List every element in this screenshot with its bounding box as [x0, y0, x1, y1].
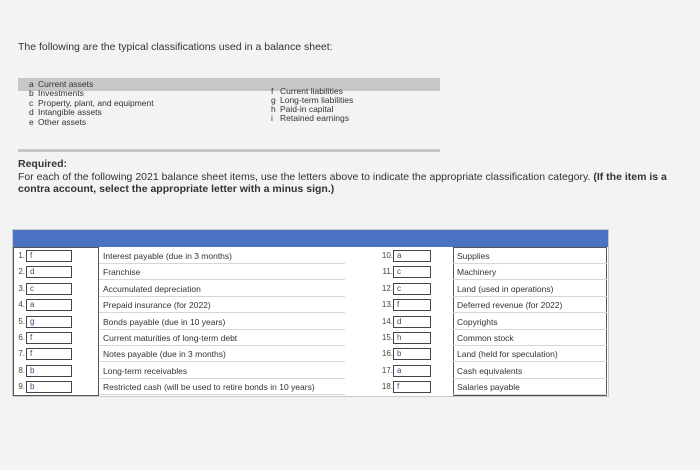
row-number: 11. [382, 267, 393, 277]
balance-sheet-item: Salaries payable [453, 379, 607, 395]
balance-sheet-item: Deferred revenue (for 2022) [453, 297, 607, 313]
classification-b: b Investments [29, 88, 84, 98]
balance-sheet-item: Interest payable (due in 3 months) [99, 248, 345, 264]
required-instructions [18, 171, 690, 195]
balance-sheet-item: Restricted cash (will be used to retire bonds in 10 years) [99, 379, 345, 395]
balance-sheet-item: Supplies [453, 248, 607, 264]
balance-sheet-item: Cash equivalents [453, 363, 607, 379]
row-number: 15. [381, 333, 393, 342]
row-number: 10. [381, 251, 393, 260]
balance-sheet-item: Land (used in operations) [453, 281, 607, 297]
answer-select[interactable]: a [26, 299, 72, 311]
row-number: 6. [18, 333, 25, 342]
row-number: 14. [381, 316, 393, 326]
classification-f: f Current liabilities [271, 86, 343, 96]
answer-select[interactable]: b [26, 365, 72, 377]
balance-sheet-item: Long-term receivables [99, 363, 345, 379]
answer-select[interactable]: d [393, 316, 431, 328]
balance-sheet-item: Notes payable (due in 3 months) [99, 346, 345, 362]
answer-select[interactable]: a [393, 250, 431, 262]
answer-select[interactable]: h [393, 332, 431, 344]
classification-table [12, 229, 609, 397]
answer-select[interactable]: f [393, 299, 431, 311]
classification-a: a Current assets [29, 79, 94, 89]
classification-c: c Property, plant, and equipment [29, 98, 154, 108]
intro-text: The following are the typical classifications used in a balance sheet: [18, 41, 333, 53]
table-header-bar [13, 230, 608, 247]
row-number: 4. [18, 300, 25, 310]
answer-select[interactable]: b [393, 348, 431, 360]
row-number: 7. [18, 349, 25, 359]
classification-d: d Intangible assets [29, 107, 102, 117]
required-bold-note: (If the item is a contra account, select the appropriate letter with a minus sign.) [18, 171, 667, 195]
answer-select[interactable]: c [26, 283, 72, 295]
answer-select[interactable]: g [26, 316, 72, 328]
row-number: 3. [18, 283, 25, 293]
row-number: 18. [381, 382, 393, 392]
balance-sheet-item: Accumulated depreciation [99, 281, 345, 297]
classification-list [18, 78, 440, 152]
balance-sheet-item: Bonds payable (due in 10 years) [99, 314, 345, 330]
row-number: 5. [18, 316, 25, 326]
balance-sheet-item: Franchise [99, 264, 345, 280]
answer-select[interactable]: f [393, 381, 431, 393]
answer-select[interactable]: f [26, 332, 72, 344]
answer-select[interactable]: f [26, 250, 72, 262]
balance-sheet-item: Prepaid insurance (for 2022) [99, 297, 345, 313]
classification-e: e Other assets [29, 117, 87, 127]
classification-h: h Paid-in capital [271, 104, 334, 114]
row-number: 8. [18, 365, 25, 375]
row-number: 12. [381, 283, 393, 293]
answer-select[interactable]: c [393, 266, 431, 278]
answer-select[interactable]: d [26, 266, 72, 278]
balance-sheet-item: Current maturities of long-term debt [99, 330, 345, 346]
required-text: For each of the following 2021 balance sheet items, use the letters above to indicate the appropriate classification category. [18, 171, 591, 183]
row-number: 2. [18, 267, 25, 277]
row-number: 13. [381, 300, 393, 310]
answer-select[interactable]: c [393, 283, 431, 295]
classification-g: g Long-term liabilities [271, 95, 354, 105]
answer-select[interactable]: f [26, 348, 72, 360]
row-number: 16. [381, 349, 393, 359]
balance-sheet-item: Land (held for speculation) [453, 346, 607, 362]
answer-select[interactable]: b [26, 381, 72, 393]
row-number: 17. [381, 365, 393, 375]
balance-sheet-item: Common stock [453, 330, 607, 346]
required-heading: Required: [18, 158, 68, 170]
row-number: 9. [18, 382, 25, 392]
classification-divider [18, 149, 440, 152]
balance-sheet-item: Copyrights [453, 314, 607, 330]
answer-select[interactable]: a [393, 365, 431, 377]
classification-i: i Retained earnings [271, 113, 349, 123]
row-number: 1. [18, 251, 25, 260]
balance-sheet-item: Machinery [453, 264, 607, 280]
